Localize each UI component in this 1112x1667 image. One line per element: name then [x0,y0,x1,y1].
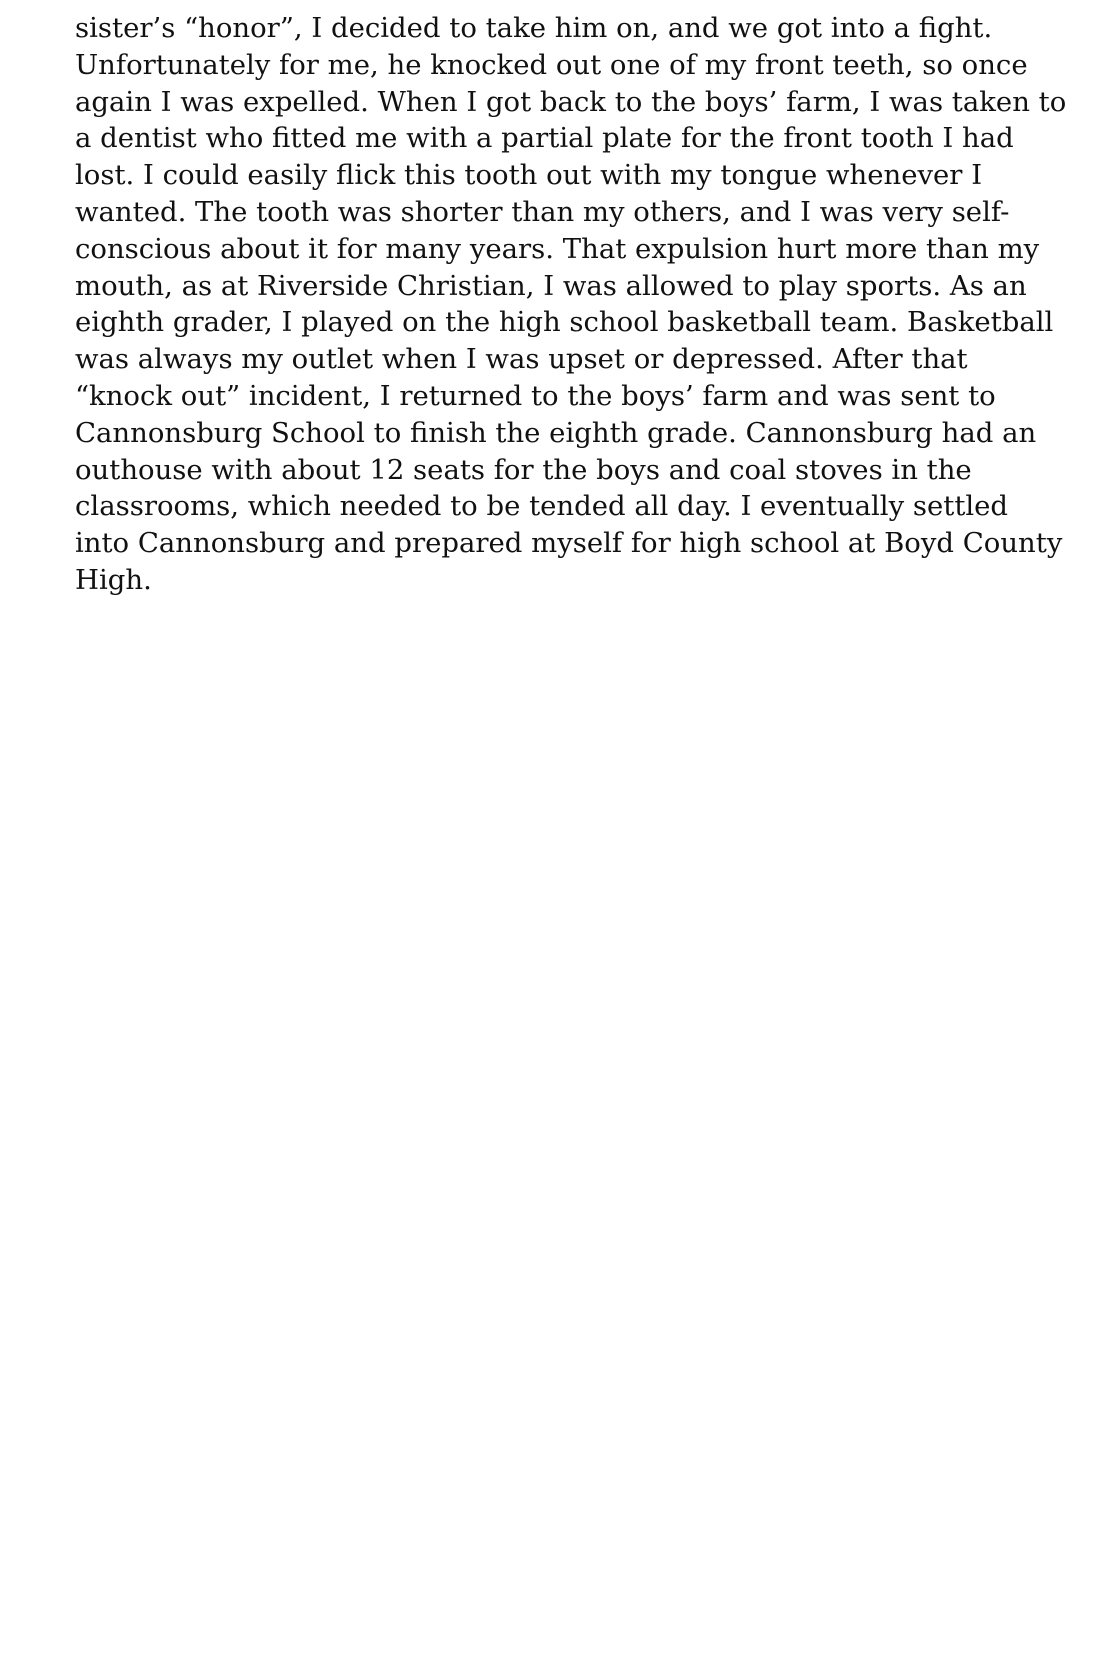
text-line: a dentist who fitted me with a partial plate for the front tooth I had [75,122,1014,155]
text-line: classrooms, which needed to be tended all day. I eventually settled [75,490,1009,523]
body-paragraph [75,10,1067,599]
text-line: High. [75,563,152,596]
text-line: was always my outlet when I was upset or depressed. After that [75,343,968,376]
text-line: lost. I could easily flick this tooth out with my tongue whenever I [75,159,983,192]
text-line: “knock out” incident, I returned to the boys’ farm and was sent to [75,379,996,412]
text-line: again I was expelled. When I got back to the boys’ farm, I was taken to [75,85,1067,118]
text-line: outhouse with about 12 seats for the boys and coal stoves in the [75,453,972,486]
text-line: conscious about it for many years. That expulsion hurt more than my [75,232,1040,265]
text-line: wanted. The tooth was shorter than my others, and I was very self- [75,195,1010,228]
text-line: eighth grader, I played on the high school basketball team. Basketball [75,306,1054,339]
text-line: mouth, as at Riverside Christian, I was allowed to play sports. As an [75,269,1027,302]
text-line: Unfortunately for me, he knocked out one of my front teeth, so once [75,48,1028,81]
text-line: Cannonsburg School to finish the eighth grade. Cannonsburg had an [75,416,1037,449]
text-line: sister’s “honor”, I decided to take him on, and we got into a fight. [75,12,993,44]
text-line: into Cannonsburg and prepared myself for high school at Boyd County [75,527,1063,560]
